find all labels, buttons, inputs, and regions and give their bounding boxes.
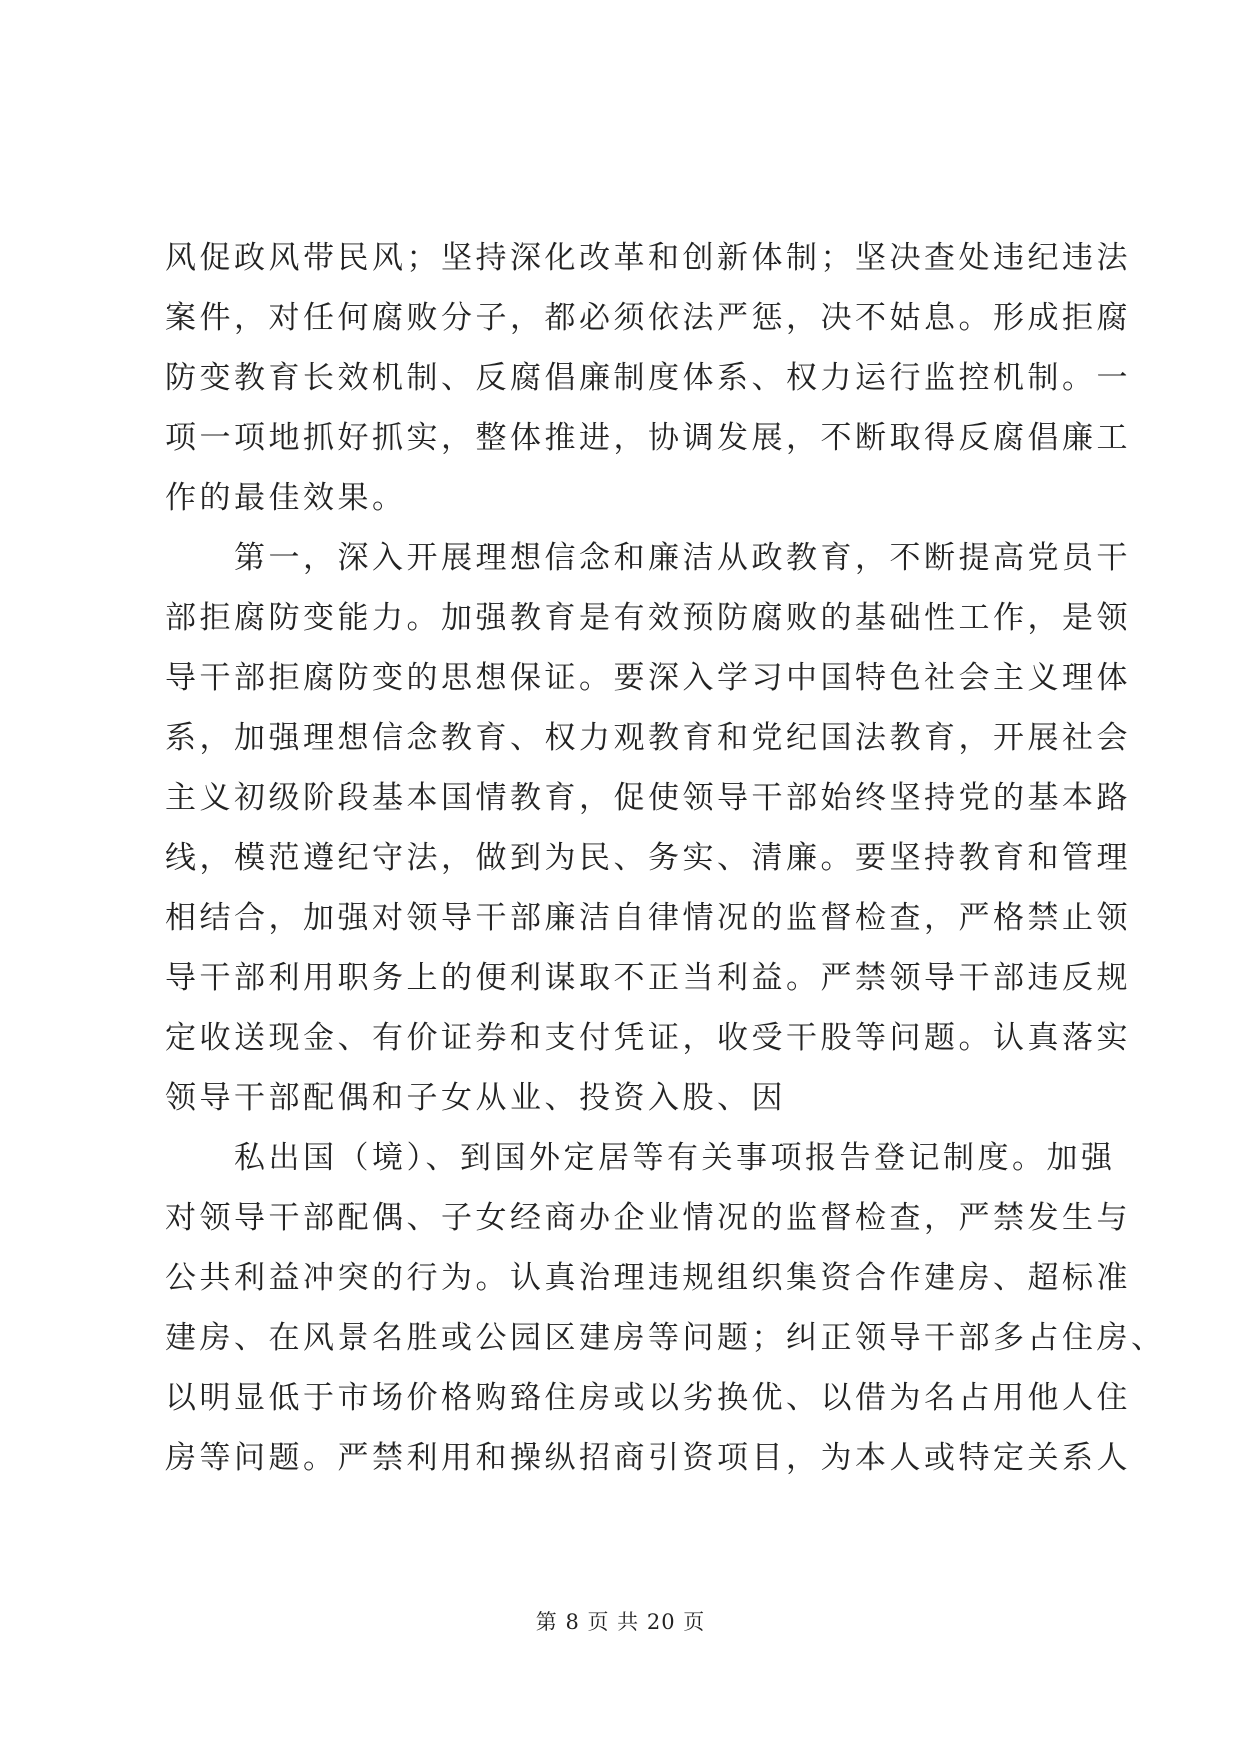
text-line: 建房、在风景名胜或公园区建房等问题；纠正领导干部多占住房、: [165, 1320, 1166, 1356]
text-line: 公共利益冲突的行为。认真治理违规组织集资合作建房、超标准: [165, 1260, 1131, 1296]
text-line: 项一项地抓好抓实，整体推进，协调发展，不断取得反腐倡廉工: [165, 420, 1131, 456]
text-line: 系，加强理想信念教育、权力观教育和党纪国法教育，开展社会: [165, 720, 1131, 756]
paragraph-first-line: 第一，深入开展理想信念和廉洁从政教育，不断提高党员干: [234, 540, 1131, 576]
text-line: 定收送现金、有价证券和支付凭证，收受干股等问题。认真落实: [165, 1020, 1131, 1056]
text-line: 防变教育长效机制、反腐倡廉制度体系、权力运行监控机制。一: [165, 360, 1131, 396]
text-line: 线，模范遵纪守法，做到为民、务实、清廉。要坚持教育和管理: [165, 840, 1131, 876]
text-line: 相结合，加强对领导干部廉洁自律情况的监督检查，严格禁止领: [165, 900, 1131, 936]
text-line: 案件，对任何腐败分子，都必须依法严惩，决不姑息。形成拒腐: [165, 300, 1131, 336]
text-line: 导干部利用职务上的便利谋取不正当利益。严禁领导干部违反规: [165, 960, 1131, 996]
page-footer: 第 8 页 共 20 页: [535, 1610, 706, 1634]
text-line: 风促政风带民风；坚持深化改革和创新体制；坚决查处违纪违法: [165, 240, 1131, 276]
text-line: 房等问题。严禁利用和操纵招商引资项目，为本人或特定关系人: [165, 1440, 1131, 1476]
paragraph-first-line: 私出国（境）、到国外定居等有关事项报告登记制度。加强: [234, 1140, 1116, 1176]
text-line: 以明显低于市场价格购臵住房或以劣换优、以借为名占用他人住: [165, 1380, 1131, 1416]
text-line: 主义初级阶段基本国情教育，促使领导干部始终坚持党的基本路: [165, 780, 1131, 816]
text-line: 导干部拒腐防变的思想保证。要深入学习中国特色社会主义理体: [165, 660, 1131, 696]
text-line: 领导干部配偶和子女从业、投资入股、因: [165, 1080, 786, 1116]
text-line: 作的最佳效果。: [165, 480, 407, 516]
text-line: 部拒腐防变能力。加强教育是有效预防腐败的基础性工作，是领: [165, 600, 1131, 636]
text-line: 对领导干部配偶、子女经商办企业情况的监督检查，严禁发生与: [165, 1200, 1131, 1236]
